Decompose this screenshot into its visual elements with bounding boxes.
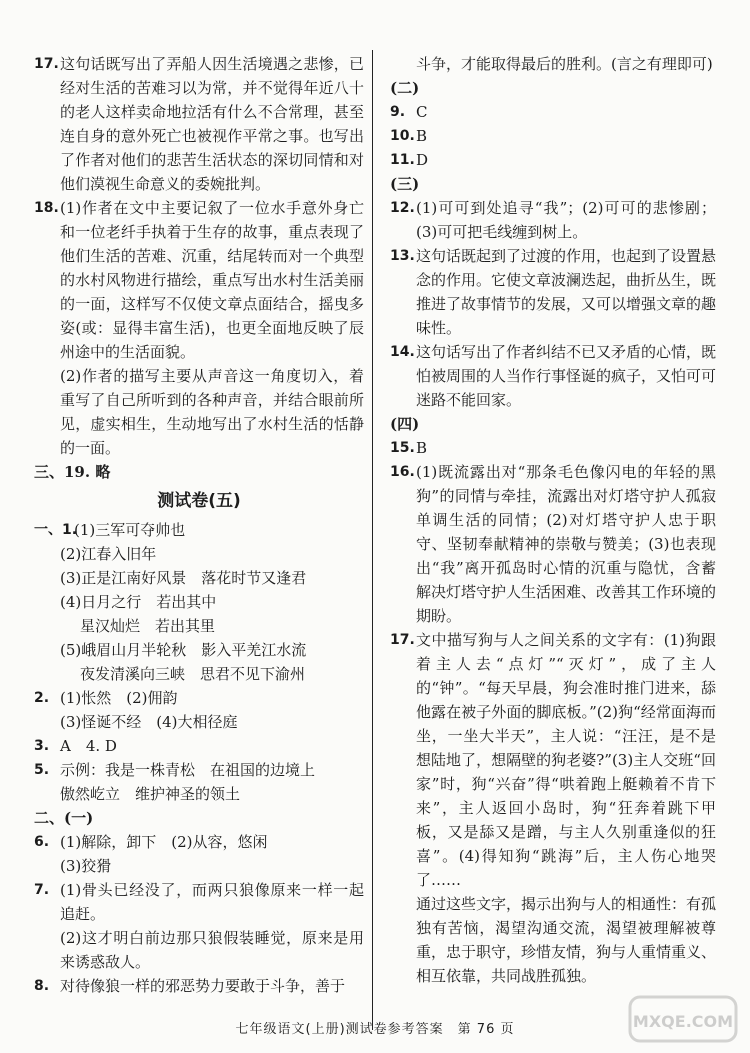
answer-text: A 4. D (60, 737, 117, 755)
page-footer: 七年级语文(上册)测试卷参考答案 第 76 页 (235, 1022, 515, 1037)
answer-text: C (416, 103, 428, 121)
section-heading: (三) (390, 175, 420, 193)
answer-item (390, 244, 716, 340)
answer-text: (1)作者在文中主要记叙了一位水手意外身亡和一位老纤手执着于生存的故事，重点表现了他们生活的苦难、沉重，结尾转而对一个典型的水村风物进行描绘，重点写出水村生活美丽的一面，这样写不仅使文章点面结合，摇曳多姿(或：显得丰富生活)，也更全面地反映了辰州途中的生活面貌。 (60, 199, 364, 361)
answer-text: 这句话写出了作者纠结不已又矛盾的心情，既怕被周围的人当作行事怪诞的疯子，又怕可可迷路不能回家。 (416, 343, 717, 409)
question-number: 6. (34, 834, 50, 850)
answer-item (390, 460, 716, 628)
answer-item (390, 100, 716, 124)
answer-item (390, 124, 716, 148)
question-number: 10. (390, 128, 415, 144)
answer-text: 这句话既写出了弄船人因生活境遇之悲惨，已经对生活的苦难习以为常，并不觉得年近八十的老人这样卖命地拉活有什么不合常理，甚至连自身的意外死亡也被视作平常之事。也写出了作者对他们的悲苦生活状态的深切同情和对他们漠视生命意义的委婉批判。 (60, 55, 364, 193)
answer-text: B (416, 127, 428, 145)
question-number: 17. (390, 632, 415, 648)
answer-text: B (416, 439, 428, 457)
answer-text: (2)作者的描写主要从声音这一角度切入，着重写了自己所听到的各种声音，并结合眼前所见，虚实相生，生动地写出了水村生活的恬静的一面。 (60, 367, 364, 457)
question-number: 8. (34, 978, 50, 994)
question-number: 9. (390, 104, 406, 120)
answer-item (34, 878, 364, 926)
answer-line: 星汉灿烂 若出其里 (80, 617, 216, 635)
watermark-logo (628, 993, 738, 1045)
answer-text: 对待像狼一样的邪恶势力要敢于斗争，善于 (60, 977, 346, 995)
answer-text: 文中描写狗与人之间关系的文字有：(1)狗跟着主人去“点灯”“灭灯”，成了主人的“钟”。“每天早晨，狗会准时推门进来，舔他露在被子外面的脚底板。”(2)狗“经常面海而坐，一坐大半天”，主人说：“汪汪，是不是想陆地了，想隔壁的狗老婆?”(3)主人交班“回家”时，狗“兴奋”得“哄着跑上艇赖着不肯下来”，主人返回小岛时，狗“狂奔着跳下甲板，又是舔又是蹭，与主人久别重逢似的狂喜”。(4)得知狗“跳海”后，主人伤心地哭了…… (416, 631, 716, 889)
question-number: 17. (34, 56, 59, 72)
answer-item (390, 436, 716, 460)
answer-text: D (416, 151, 429, 169)
answer-line: (4)日月之行 若出其中 (60, 593, 217, 611)
answer-item (34, 364, 364, 460)
svg-text:MXQE.COM: MXQE.COM (632, 1012, 734, 1031)
section-heading: 三、19. 略 (34, 463, 111, 481)
answer-text: (1)骨头已经没了，而两只狼像原来一样一起追赶。 (60, 881, 364, 923)
section-heading: 二、(一) (34, 809, 94, 827)
question-number: 11. (390, 152, 415, 168)
answer-line: (5)峨眉山月半轮秋 影入平羌江水流 (60, 641, 307, 659)
answer-item (390, 52, 716, 76)
answer-item (390, 628, 716, 892)
question-number: 一、1. (34, 522, 78, 538)
answer-line: 傲然屹立 维护神圣的领土 (60, 785, 241, 803)
answer-text: 斗争，才能取得最后的胜利。(言之有理即可) (416, 55, 713, 73)
question-number: 16. (390, 464, 415, 480)
answer-text: 通过这些文字，揭示出狗与人的相通性：有孤独有苦恼，渴望沟通交流，渴望被理解被尊重，忠于职守，珍惜友情，狗与人重情重义、相互依靠，共同战胜孤独。 (416, 895, 717, 985)
answer-item (34, 196, 364, 364)
answer-item (390, 340, 716, 412)
question-number: 5. (34, 762, 50, 778)
answer-text: 示例：我是一株青松 在祖国的边境上 (60, 761, 316, 779)
answer-text: (1)解除，卸下 (2)从容，悠闲 (60, 833, 268, 851)
answer-line: (3)正是江南好风景 落花时节又逢君 (60, 569, 307, 587)
answer-item (34, 974, 364, 998)
section-title: 测试卷(五) (157, 491, 241, 511)
question-number: 14. (390, 344, 415, 360)
answer-line: 夜发清溪向三峡 思君不见下渝州 (80, 665, 306, 683)
answer-text: (1)既流露出对“那条毛色像闪电的年轻的黑狗”的同情与牵挂，流露出对灯塔守护人孤寂单调生活的同情；(2)对灯塔守护人忠于职守、坚韧奉献精神的崇敬与赞美；(3)也表现出“我”离开孤岛时心情的沉重与隐忧，含蓄解决灯塔守护人生活困难、改善其工作环境的期盼。 (416, 463, 717, 625)
section-heading: (四) (390, 415, 420, 433)
answer-item (34, 686, 364, 710)
answer-text: (1)三军可夺帅也 (74, 521, 186, 539)
question-number: 18. (34, 200, 59, 216)
answer-item (390, 892, 716, 988)
question-number: 3. (34, 738, 50, 754)
section-heading: (二) (390, 79, 420, 97)
answer-item (34, 830, 364, 854)
column-divider (372, 50, 373, 1030)
answer-item (34, 758, 364, 782)
answer-item (34, 52, 364, 196)
answer-line: (2)江春入旧年 (60, 545, 157, 563)
question-number: 13. (390, 248, 415, 264)
answer-item (34, 734, 364, 758)
answer-item (390, 148, 716, 172)
left-column (34, 52, 364, 998)
answer-line: (3)狡猾 (60, 857, 112, 875)
answer-text: (1)怅然 (2)佣韵 (60, 689, 178, 707)
right-column (390, 52, 716, 988)
answer-text: (1)可可到处追寻“我”；(2)可可的悲惨剧；(3)可可把毛线缠到树上。 (416, 199, 716, 241)
answer-text: 这句话既起到了过渡的作用，也起到了设置悬念的作用。它使文章波澜迭起，曲折丛生，既推进了故事情节的发展，又可以增强文章的趣味性。 (416, 247, 717, 337)
question-number: 2. (34, 690, 50, 706)
question-number: 12. (390, 200, 415, 216)
answer-line: (3)怪诞不经 (4)大相径庭 (60, 713, 238, 731)
answer-item (34, 518, 364, 542)
question-number: 15. (390, 440, 415, 456)
question-number: 7. (34, 882, 50, 898)
answer-item (34, 926, 364, 974)
answer-text: (2)这才明白前边那只狼假装睡觉，原来是用来诱惑敌人。 (60, 929, 364, 971)
answer-item (390, 196, 716, 244)
